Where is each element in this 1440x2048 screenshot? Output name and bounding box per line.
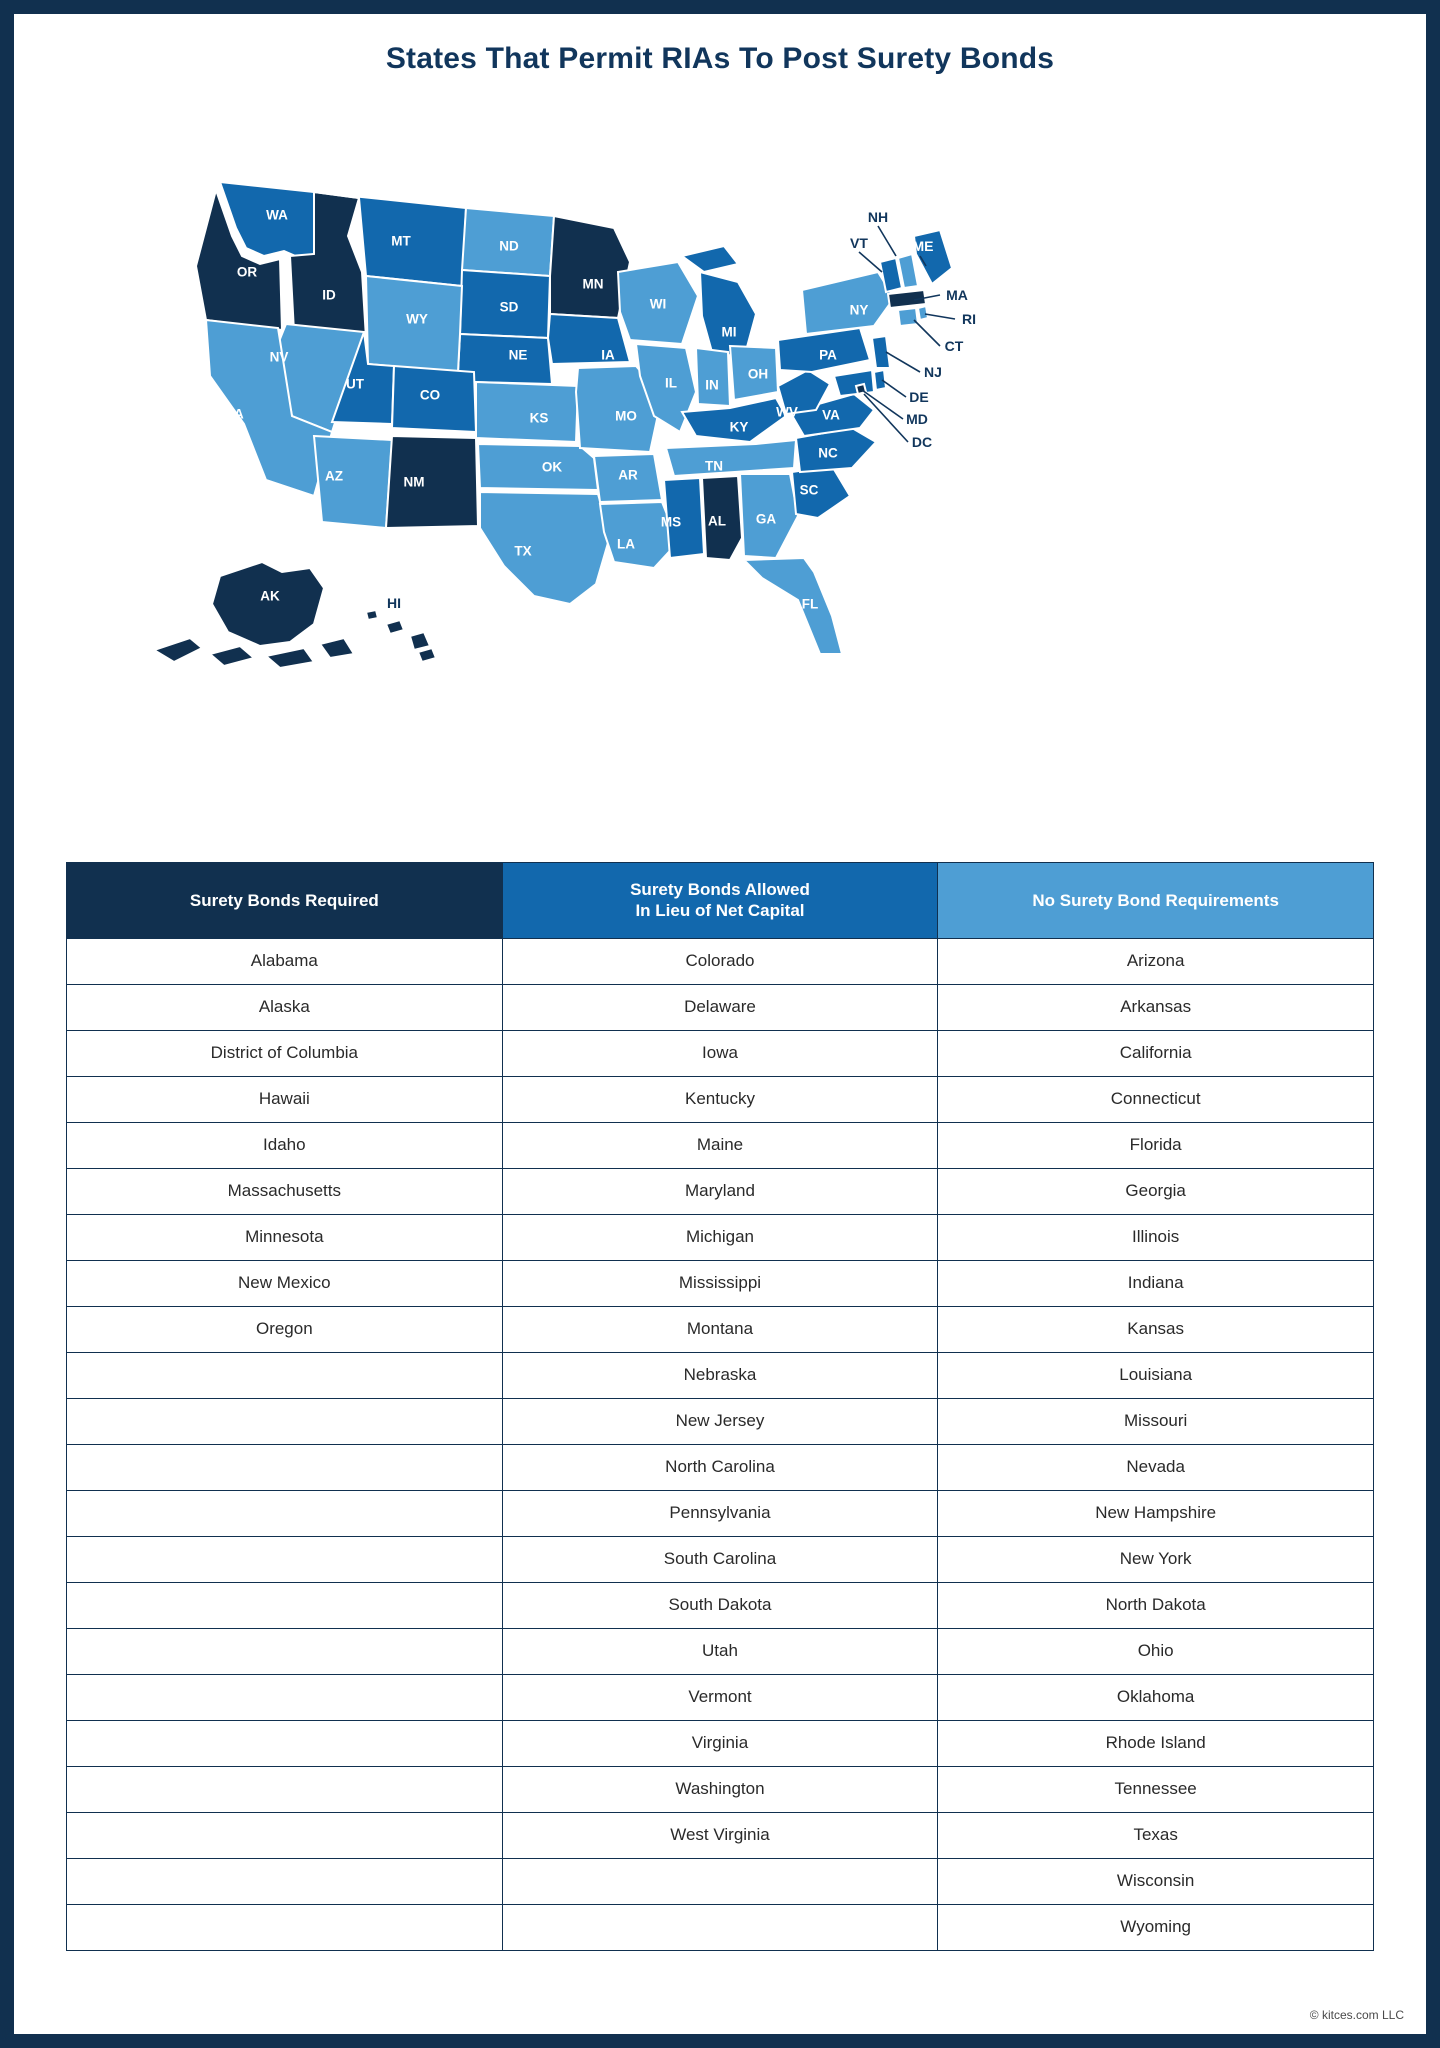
table-row — [67, 1536, 1374, 1582]
map-label-MT: MT — [391, 233, 411, 249]
state-DE — [874, 370, 886, 390]
table-cell-none: Connecticut — [938, 1076, 1374, 1122]
state-WY — [366, 276, 462, 372]
table-row — [67, 1582, 1374, 1628]
table-cell-allowed: Nebraska — [502, 1352, 938, 1398]
map-callout-HI: HI — [387, 595, 401, 611]
table-cell-allowed: Virginia — [502, 1720, 938, 1766]
table-header-row — [67, 863, 1374, 939]
table-row — [67, 1306, 1374, 1352]
table-row — [67, 1766, 1374, 1812]
table-row — [67, 1812, 1374, 1858]
state-IA — [548, 314, 630, 364]
map-label-NE: NE — [508, 347, 528, 363]
map-label-UT: UT — [346, 376, 364, 392]
map-label-VA: VA — [822, 407, 840, 423]
state-DC — [856, 384, 866, 394]
map-label-CA: CA — [224, 406, 244, 422]
table-cell-required — [67, 1536, 503, 1582]
map-callout-NJ: NJ — [924, 364, 942, 380]
map-label-OH: OH — [747, 366, 769, 382]
table-row — [67, 1260, 1374, 1306]
legend-table — [66, 862, 1374, 1951]
map-callout-MA: MA — [946, 287, 968, 303]
table-cell-required: District of Columbia — [67, 1030, 503, 1076]
state-RI — [918, 306, 928, 320]
table-cell-allowed: Iowa — [502, 1030, 938, 1076]
table-cell-required — [67, 1674, 503, 1720]
map-label-SC: SC — [799, 482, 819, 498]
table-row — [67, 1168, 1374, 1214]
map-label-IL: IL — [665, 375, 677, 391]
table-cell-required: Minnesota — [67, 1214, 503, 1260]
table-cell-required: Alaska — [67, 984, 503, 1030]
map-callout-ME: ME — [912, 238, 934, 254]
table-cell-allowed: Utah — [502, 1628, 938, 1674]
table-cell-allowed — [502, 1858, 938, 1904]
page-inner — [14, 14, 1426, 2034]
table-cell-none: Wyoming — [938, 1904, 1374, 1950]
map-label-MN: MN — [582, 276, 604, 292]
table-cell-none: New Hampshire — [938, 1490, 1374, 1536]
map-label-TN: TN — [705, 458, 723, 474]
map-label-PA: PA — [819, 347, 837, 363]
map-callout-VT: VT — [850, 235, 868, 251]
map-label-OK: OK — [541, 459, 563, 475]
table-cell-allowed: Vermont — [502, 1674, 938, 1720]
table-row — [67, 1398, 1374, 1444]
map-label-IN: IN — [705, 377, 719, 393]
map-callout-DC: DC — [911, 434, 933, 450]
table-cell-none: Wisconsin — [938, 1858, 1374, 1904]
table-row — [67, 1858, 1374, 1904]
state-TX — [480, 492, 610, 604]
table-cell-allowed: New Jersey — [502, 1398, 938, 1444]
map-label-AK: AK — [260, 588, 280, 604]
state-MS — [664, 478, 704, 558]
table-row — [67, 1490, 1374, 1536]
table-cell-allowed: Delaware — [502, 984, 938, 1030]
table-cell-required: New Mexico — [67, 1260, 503, 1306]
legend-table-head — [67, 863, 1374, 939]
table-cell-required: Alabama — [67, 938, 503, 984]
table-cell-allowed: West Virginia — [502, 1812, 938, 1858]
map-label-WV: WV — [776, 404, 798, 420]
table-cell-none: Oklahoma — [938, 1674, 1374, 1720]
table-cell-allowed: Pennsylvania — [502, 1490, 938, 1536]
table-cell-required: Idaho — [67, 1122, 503, 1168]
table-cell-allowed: Colorado — [502, 938, 938, 984]
legend-table-body — [67, 938, 1374, 1950]
legend-table-wrapper — [66, 862, 1374, 1951]
table-cell-allowed: Washington — [502, 1766, 938, 1812]
state-AL — [702, 476, 742, 560]
us-map-svg — [14, 76, 1426, 766]
table-cell-allowed: South Carolina — [502, 1536, 938, 1582]
state-NY — [802, 272, 894, 334]
state-HI — [366, 610, 436, 662]
state-MN — [550, 216, 630, 318]
table-cell-required — [67, 1628, 503, 1674]
table-cell-allowed: Michigan — [502, 1214, 938, 1260]
header-line-2: In Lieu of Net Capital — [635, 901, 805, 921]
table-cell-allowed: North Carolina — [502, 1444, 938, 1490]
map-callout-MD: MD — [906, 411, 928, 427]
table-cell-none: Louisiana — [938, 1352, 1374, 1398]
table-row — [67, 1214, 1374, 1260]
table-cell-none: Indiana — [938, 1260, 1374, 1306]
map-label-AL: AL — [708, 513, 726, 529]
table-cell-allowed: Montana — [502, 1306, 938, 1352]
table-cell-required — [67, 1904, 503, 1950]
map-label-IA: IA — [601, 347, 615, 363]
header-no-surety-bond-requirements: No Surety Bond Requirements — [938, 863, 1374, 939]
state-CT — [898, 308, 918, 326]
header-line-1: Surety Bonds Allowed — [630, 880, 810, 899]
table-cell-allowed: Mississippi — [502, 1260, 938, 1306]
state-AR — [594, 454, 662, 502]
table-cell-allowed: Maine — [502, 1122, 938, 1168]
table-cell-required: Hawaii — [67, 1076, 503, 1122]
page-title: States That Permit RIAs To Post Surety Bonds — [385, 42, 1055, 75]
table-cell-none: Georgia — [938, 1168, 1374, 1214]
table-cell-required — [67, 1812, 503, 1858]
table-cell-allowed: Maryland — [502, 1168, 938, 1214]
map-label-LA: LA — [617, 536, 635, 552]
map-label-WI: WI — [649, 296, 667, 312]
table-row — [67, 938, 1374, 984]
map-label-ND: ND — [499, 238, 519, 254]
table-cell-required: Oregon — [67, 1306, 503, 1352]
state-OK — [478, 444, 598, 490]
map-callout-RI: RI — [962, 311, 976, 327]
state-MA — [888, 290, 926, 308]
table-row — [67, 1076, 1374, 1122]
table-row — [67, 1352, 1374, 1398]
table-cell-none: Arizona — [938, 938, 1374, 984]
state-SD — [460, 270, 550, 338]
table-cell-none: Missouri — [938, 1398, 1374, 1444]
state-TN — [666, 440, 796, 476]
table-cell-required — [67, 1582, 503, 1628]
table-row — [67, 1628, 1374, 1674]
table-cell-none: California — [938, 1030, 1374, 1076]
state-NJ — [872, 336, 890, 368]
map-label-WA: WA — [266, 207, 288, 223]
map-label-TX: TX — [514, 543, 532, 559]
map-callout-NH: NH — [867, 209, 889, 225]
map-label-NV: NV — [269, 349, 289, 365]
state-GA — [740, 474, 798, 558]
table-cell-none: Illinois — [938, 1214, 1374, 1260]
table-row — [67, 1122, 1374, 1168]
table-cell-required: Massachusetts — [67, 1168, 503, 1214]
state-NM — [386, 436, 478, 528]
map-label-MO: MO — [615, 408, 637, 424]
table-cell-required — [67, 1858, 503, 1904]
map-label-GA: GA — [755, 511, 777, 527]
table-cell-required — [67, 1490, 503, 1536]
state-ND — [462, 208, 554, 276]
map-label-MI: MI — [721, 324, 737, 340]
map-label-ID: ID — [322, 287, 336, 303]
table-cell-required — [67, 1720, 503, 1766]
table-cell-none: New York — [938, 1536, 1374, 1582]
table-cell-allowed — [502, 1904, 938, 1950]
map-label-NC: NC — [818, 445, 838, 461]
table-row — [67, 1674, 1374, 1720]
table-row — [67, 1444, 1374, 1490]
table-cell-allowed: Kentucky — [502, 1076, 938, 1122]
map-label-KY: KY — [729, 419, 749, 435]
table-cell-none: Rhode Island — [938, 1720, 1374, 1766]
table-row — [67, 984, 1374, 1030]
state-AZ — [314, 436, 392, 528]
table-cell-none: Kansas — [938, 1306, 1374, 1352]
map-label-CO: CO — [419, 387, 441, 403]
table-row — [67, 1904, 1374, 1950]
state-WI — [618, 262, 698, 344]
state-AK — [154, 562, 354, 668]
table-cell-none: Florida — [938, 1122, 1374, 1168]
map-label-AR: AR — [618, 467, 638, 483]
table-row — [67, 1030, 1374, 1076]
state-PA — [778, 328, 870, 372]
table-cell-required — [67, 1352, 503, 1398]
header-surety-bonds-allowed — [502, 863, 938, 939]
map-callout-DE: DE — [909, 389, 929, 405]
state-KS — [476, 382, 578, 442]
map-callout-CT: CT — [944, 338, 964, 354]
state-MD — [834, 370, 874, 396]
table-cell-none: Texas — [938, 1812, 1374, 1858]
table-cell-allowed: South Dakota — [502, 1582, 938, 1628]
map-label-OR: OR — [236, 264, 258, 280]
map-label-FL: FL — [801, 596, 819, 612]
map-label-NY: NY — [849, 302, 869, 318]
table-cell-none: North Dakota — [938, 1582, 1374, 1628]
header-surety-bonds-required: Surety Bonds Required — [67, 863, 503, 939]
table-cell-required — [67, 1766, 503, 1812]
table-cell-none: Tennessee — [938, 1766, 1374, 1812]
map-label-NM: NM — [403, 474, 425, 490]
state-FL — [744, 558, 842, 654]
state-SC — [792, 466, 850, 518]
table-cell-none: Ohio — [938, 1628, 1374, 1674]
map-label-AZ: AZ — [325, 468, 343, 484]
state-IN — [696, 348, 730, 406]
table-cell-none: Arkansas — [938, 984, 1374, 1030]
us-map — [14, 76, 1426, 766]
map-label-WY: WY — [406, 311, 428, 327]
table-cell-none: Nevada — [938, 1444, 1374, 1490]
table-cell-required — [67, 1444, 503, 1490]
map-label-SD: SD — [499, 299, 519, 315]
state-CO — [392, 366, 476, 432]
table-cell-required — [67, 1398, 503, 1444]
map-label-MS: MS — [660, 514, 682, 530]
map-label-KS: KS — [529, 410, 549, 426]
table-row — [67, 1720, 1374, 1766]
state-OH — [730, 346, 778, 400]
credit-text: © kitces.com LLC — [1309, 2008, 1404, 2022]
